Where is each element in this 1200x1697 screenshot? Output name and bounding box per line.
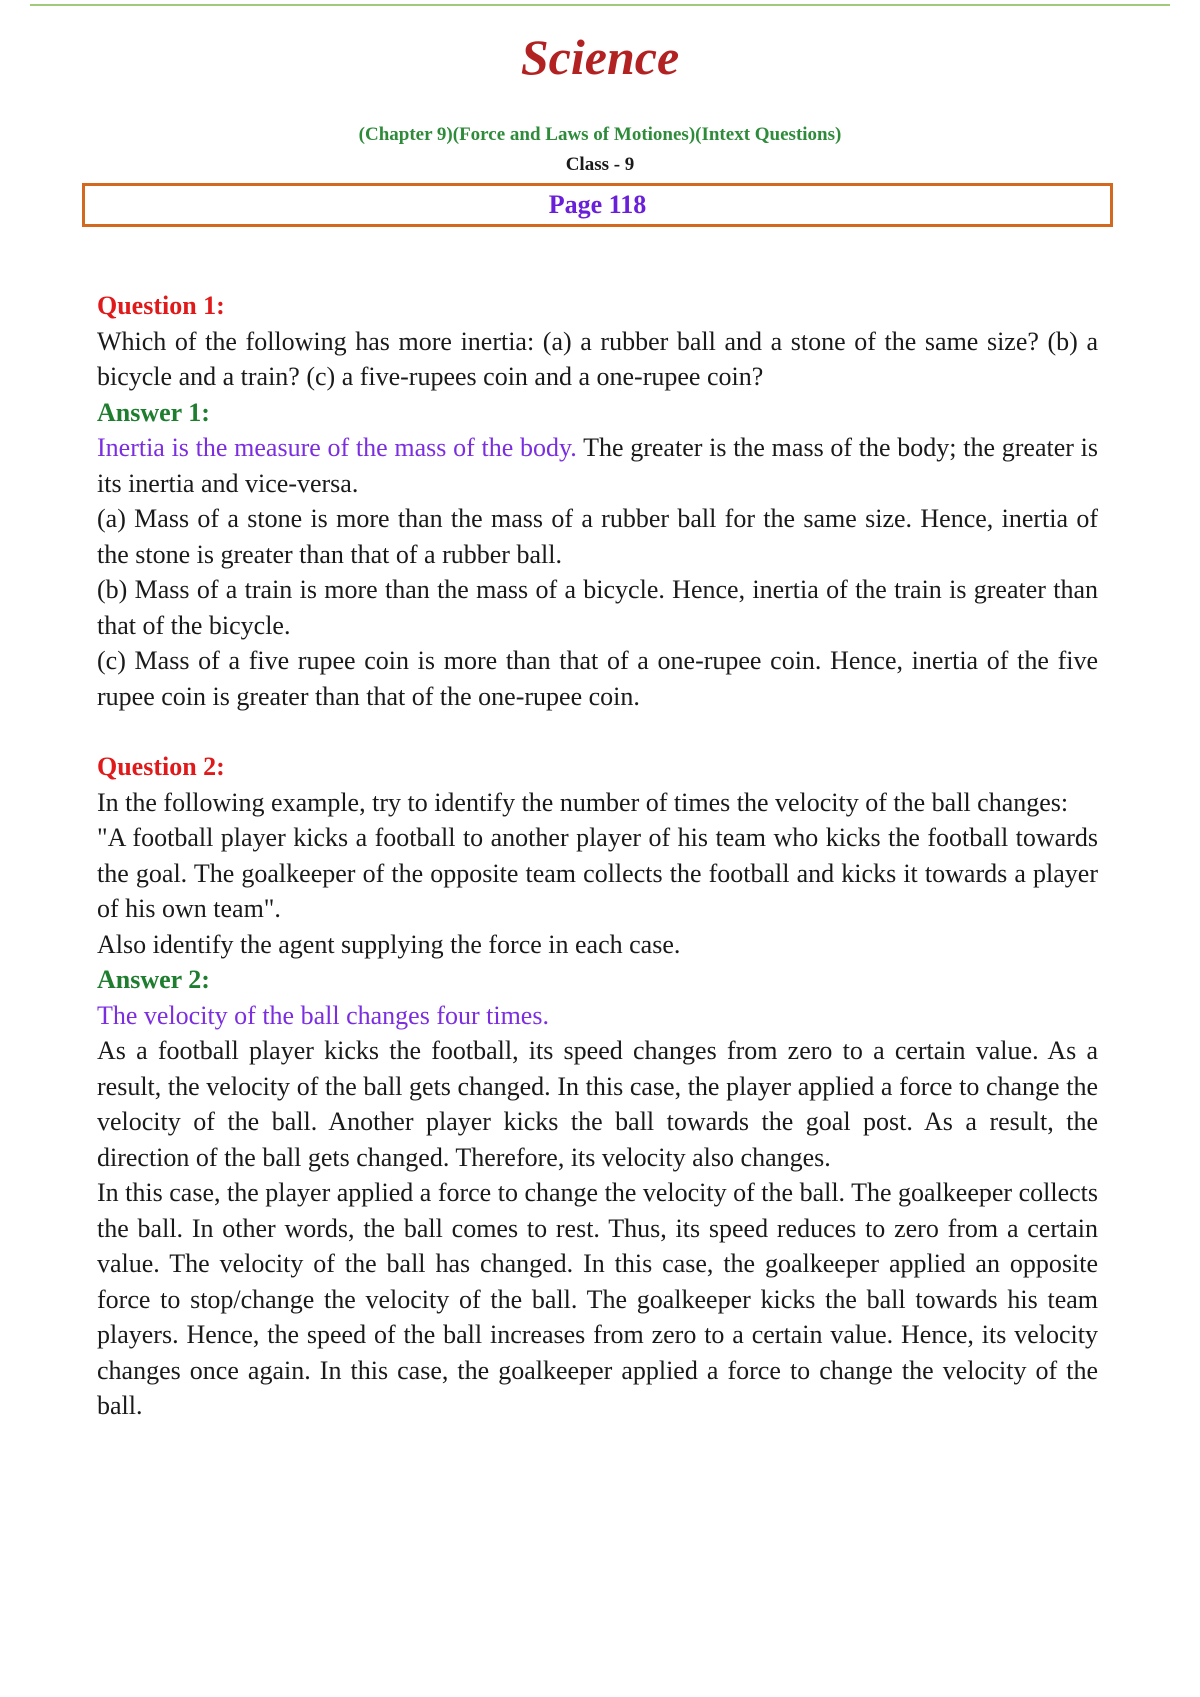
answer-1-intro-rest: The greater is the mass of the body; the greater is its inertia and vice-versa. — [97, 433, 1098, 498]
question-2 — [97, 749, 1098, 1424]
question-1-text: Which of the following has more inertia: (a) a rubber ball and a stone of the same size? (b) a bicycle and a train? (c) a five-rupees coin and a one-rupee coin? — [97, 326, 1098, 391]
question-2-label: Question 2: — [97, 752, 225, 781]
question-2-also: Also identify the agent supplying the force in each case. — [97, 929, 681, 959]
document-body — [97, 288, 1098, 1424]
class-label: Class - 9 — [565, 154, 635, 175]
answer-1-intro — [97, 430, 1098, 501]
answer-2-label: Answer 2: — [97, 965, 210, 994]
answer-1-label: Answer 1: — [97, 397, 210, 427]
answer-1-highlight: Inertia is the measure of the mass of the body. — [97, 433, 577, 462]
question-2-text: In the following example, try to identify the number of times the velocity of the ball changes: — [97, 787, 1069, 817]
section-spacer — [97, 714, 1098, 749]
answer-1-part-b: (b) Mass of a train is more than the mass of a bicycle. Hence, inertia of the train is greater than that of the bicycle. — [97, 575, 1098, 640]
chapter-subtitle: (Chapter 9)(Force and Laws of Motiones)(Intext Questions) — [358, 124, 842, 145]
page-number-box — [82, 183, 1113, 227]
page-title: Science — [520, 29, 680, 85]
answer-2-paragraph-1: As a football player kicks the football, its speed changes from zero to a certain value. As a result, the velocity of the ball gets changed. In this case, the player applied a force to change the velocity of the ball. Another player kicks the ball towards the goal post. As a result, the direction of the ball gets changed. Therefore, its velocity also changes. — [97, 1036, 1098, 1172]
question-1-label: Question 1: — [97, 291, 225, 320]
page-number: Page 118 — [548, 190, 647, 219]
answer-2-paragraph-2: In this case, the player applied a force to change the velocity of the ball. The goalkeeper collects the ball. In other words, the ball comes to rest. Thus, its speed reduces to zero from a certain value. The velocity of the ball has changed. In this case, the goalkeeper applied an opposite force to stop/change the velocity of the ball. The goalkeeper kicks the ball towards his team players. Hence, the speed of the ball increases from zero to a certain value. Hence, its velocity changes once again. In this case, the goalkeeper applied a force to change the velocity of the ball. — [97, 1178, 1098, 1420]
answer-1-part-c: (c) Mass of a five rupee coin is more than that of a one-rupee coin. Hence, inertia of the five rupee coin is greater than that of the one-rupee coin. — [97, 646, 1098, 711]
answer-1-part-a: (a) Mass of a stone is more than the mass of a rubber ball for the same size. Hence, inertia of the stone is greater than that of a rubber ball. — [97, 504, 1098, 569]
top-divider — [30, 4, 1170, 6]
answer-2-highlight: The velocity of the ball changes four times. — [97, 1000, 549, 1030]
question-1 — [97, 288, 1098, 714]
question-2-quote: "A football player kicks a football to another player of his team who kicks the football towards the goal. The goalkeeper of the opposite team collects the football and kicks it towards a player of his own team". — [97, 823, 1098, 923]
